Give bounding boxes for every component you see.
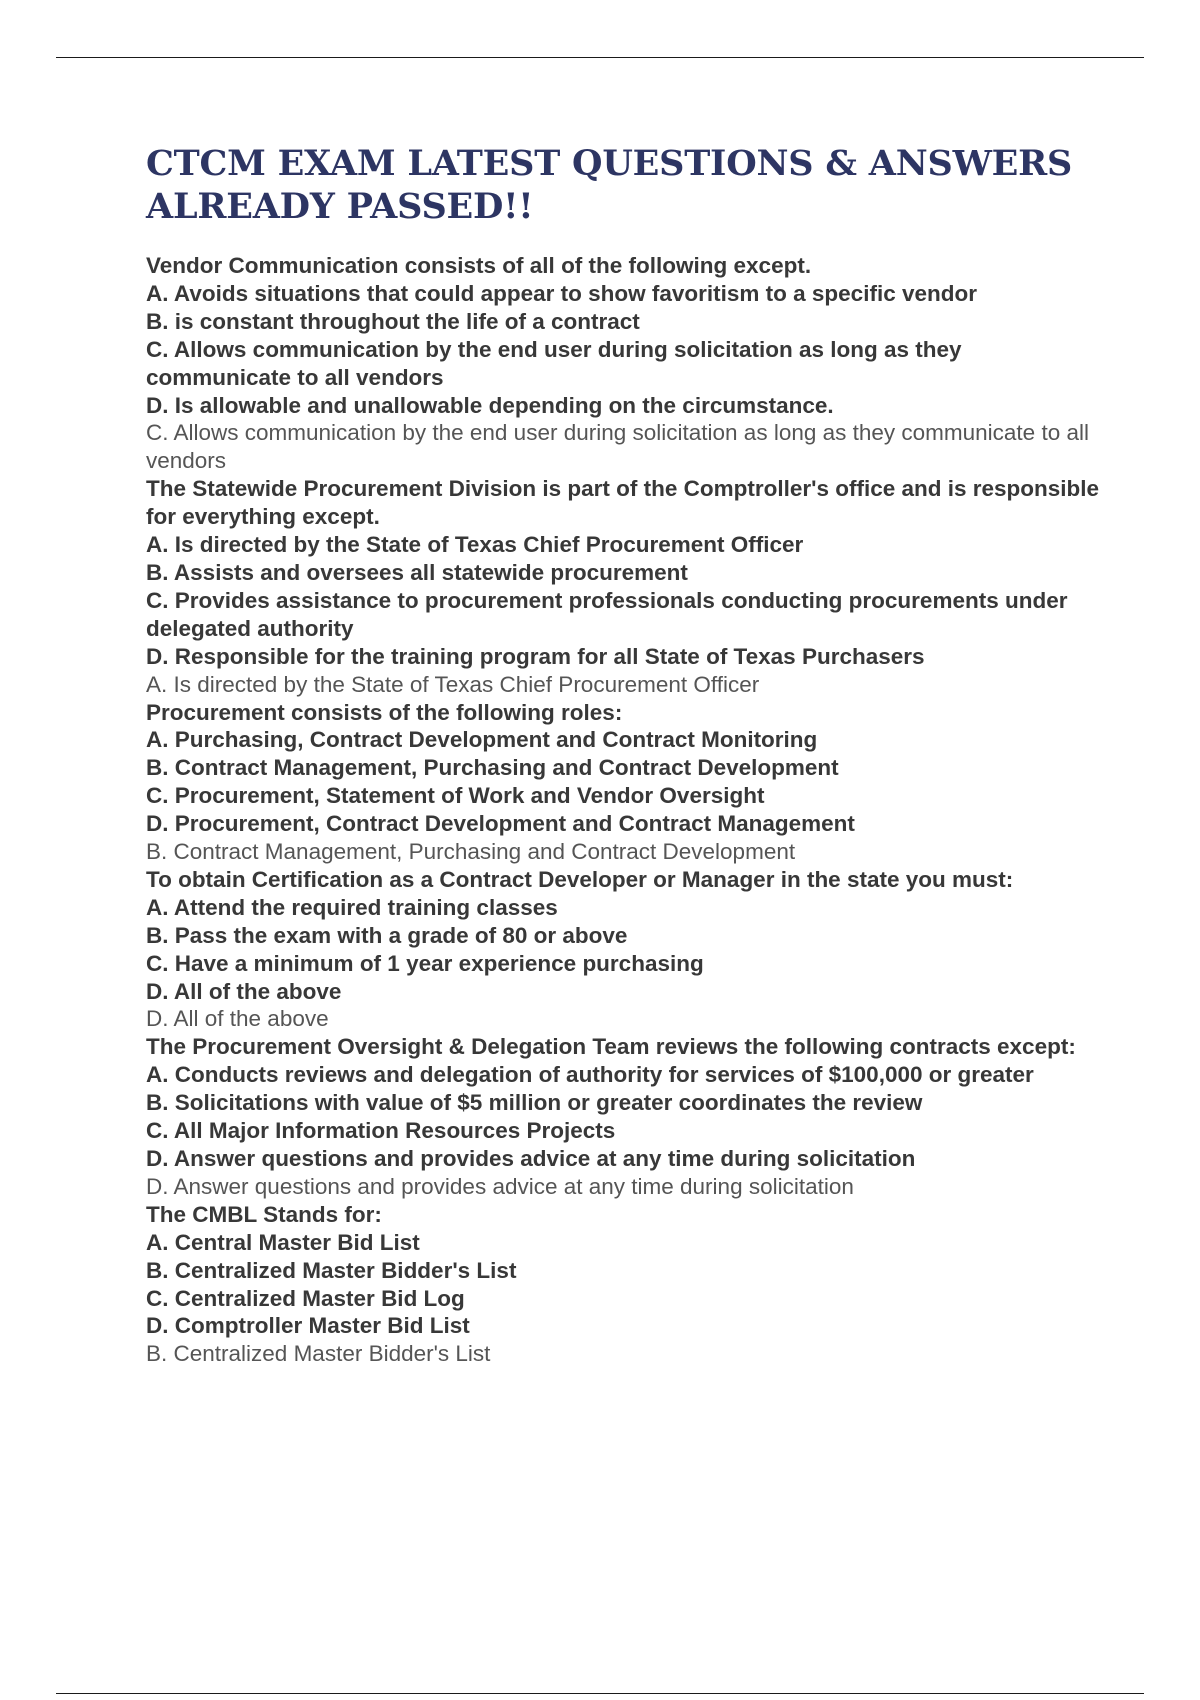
- option-d: D. Comptroller Master Bid List: [146, 1313, 470, 1339]
- question-text: The CMBL Stands for:: [146, 1201, 382, 1227]
- question-text: Procurement consists of the following roles:: [146, 699, 623, 725]
- answer-text: A. Is directed by the State of Texas Chief Procurement Officer: [146, 671, 760, 697]
- option-c: C. Allows communication by the end user during solicitation as long as they communicate to all vendors: [146, 336, 962, 390]
- top-divider: [56, 57, 1144, 58]
- qa-block: [146, 1033, 1106, 1200]
- question-text: The Statewide Procurement Division is part of the Comptroller's office and is responsible for everything except.: [146, 476, 1100, 530]
- question-text: Vendor Communication consists of all of the following except.: [146, 253, 812, 278]
- option-c: C. All Major Information Resources Projects: [146, 1118, 616, 1144]
- option-d: D. Is allowable and unallowable depending on the circumstance.: [146, 392, 834, 418]
- qa-block: [146, 699, 1106, 866]
- option-a: A. Conducts reviews and delegation of authority for services of $100,000 or greater: [146, 1062, 1034, 1088]
- option-c: C. Have a minimum of 1 year experience purchasing: [146, 950, 704, 976]
- qa-list: [146, 252, 1106, 1368]
- option-c: C. Centralized Master Bid Log: [146, 1285, 465, 1311]
- qa-block: [146, 1201, 1106, 1368]
- qa-block: [146, 252, 1106, 475]
- question-text: The Procurement Oversight & Delegation Team reviews the following contracts except:: [146, 1034, 1076, 1060]
- option-d: D. Answer questions and provides advice at any time during solicitation: [146, 1146, 916, 1171]
- option-b: B. Solicitations with value of $5 million or greater coordinates the review: [146, 1090, 923, 1116]
- option-a: A. Central Master Bid List: [146, 1229, 420, 1255]
- option-b: B. Assists and oversees all statewide procurement: [146, 559, 688, 585]
- qa-block: [146, 866, 1106, 1033]
- option-b: B. Centralized Master Bidder's List: [146, 1257, 517, 1283]
- option-c: C. Procurement, Statement of Work and Vendor Oversight: [146, 783, 765, 809]
- option-d: D. All of the above: [146, 978, 342, 1004]
- question-text: To obtain Certification as a Contract Developer or Manager in the state you must:: [146, 866, 1014, 892]
- qa-block: [146, 475, 1106, 698]
- answer-text: B. Centralized Master Bidder's List: [146, 1341, 491, 1367]
- answer-text: D. All of the above: [146, 1006, 329, 1032]
- answer-text: C. Allows communication by the end user during solicitation as long as they communicate to all vendors: [146, 420, 1089, 474]
- option-c: C. Provides assistance to procurement professionals conducting procurements under delegated authority: [146, 587, 1068, 641]
- answer-text: B. Contract Management, Purchasing and Contract Development: [146, 839, 796, 865]
- bottom-divider: [56, 1693, 1144, 1694]
- document-body: [146, 142, 1106, 1368]
- option-a: A. Avoids situations that could appear to show favoritism to a specific vendor: [146, 280, 977, 306]
- answer-text: D. Answer questions and provides advice at any time during solicitation: [146, 1173, 854, 1199]
- option-b: B. Pass the exam with a grade of 80 or above: [146, 922, 628, 948]
- option-a: A. Is directed by the State of Texas Chief Procurement Officer: [146, 532, 804, 558]
- option-a: A. Attend the required training classes: [146, 894, 558, 920]
- document-title: CTCM EXAM LATEST QUESTIONS & ANSWERS ALREADY PASSED!!: [146, 143, 1073, 227]
- option-a: A. Purchasing, Contract Development and Contract Monitoring: [146, 727, 818, 753]
- option-d: D. Procurement, Contract Development and Contract Management: [146, 811, 855, 837]
- option-d: D. Responsible for the training program for all State of Texas Purchasers: [146, 643, 925, 669]
- option-b: B. Contract Management, Purchasing and Contract Development: [146, 755, 839, 781]
- option-b: B. is constant throughout the life of a contract: [146, 308, 640, 334]
